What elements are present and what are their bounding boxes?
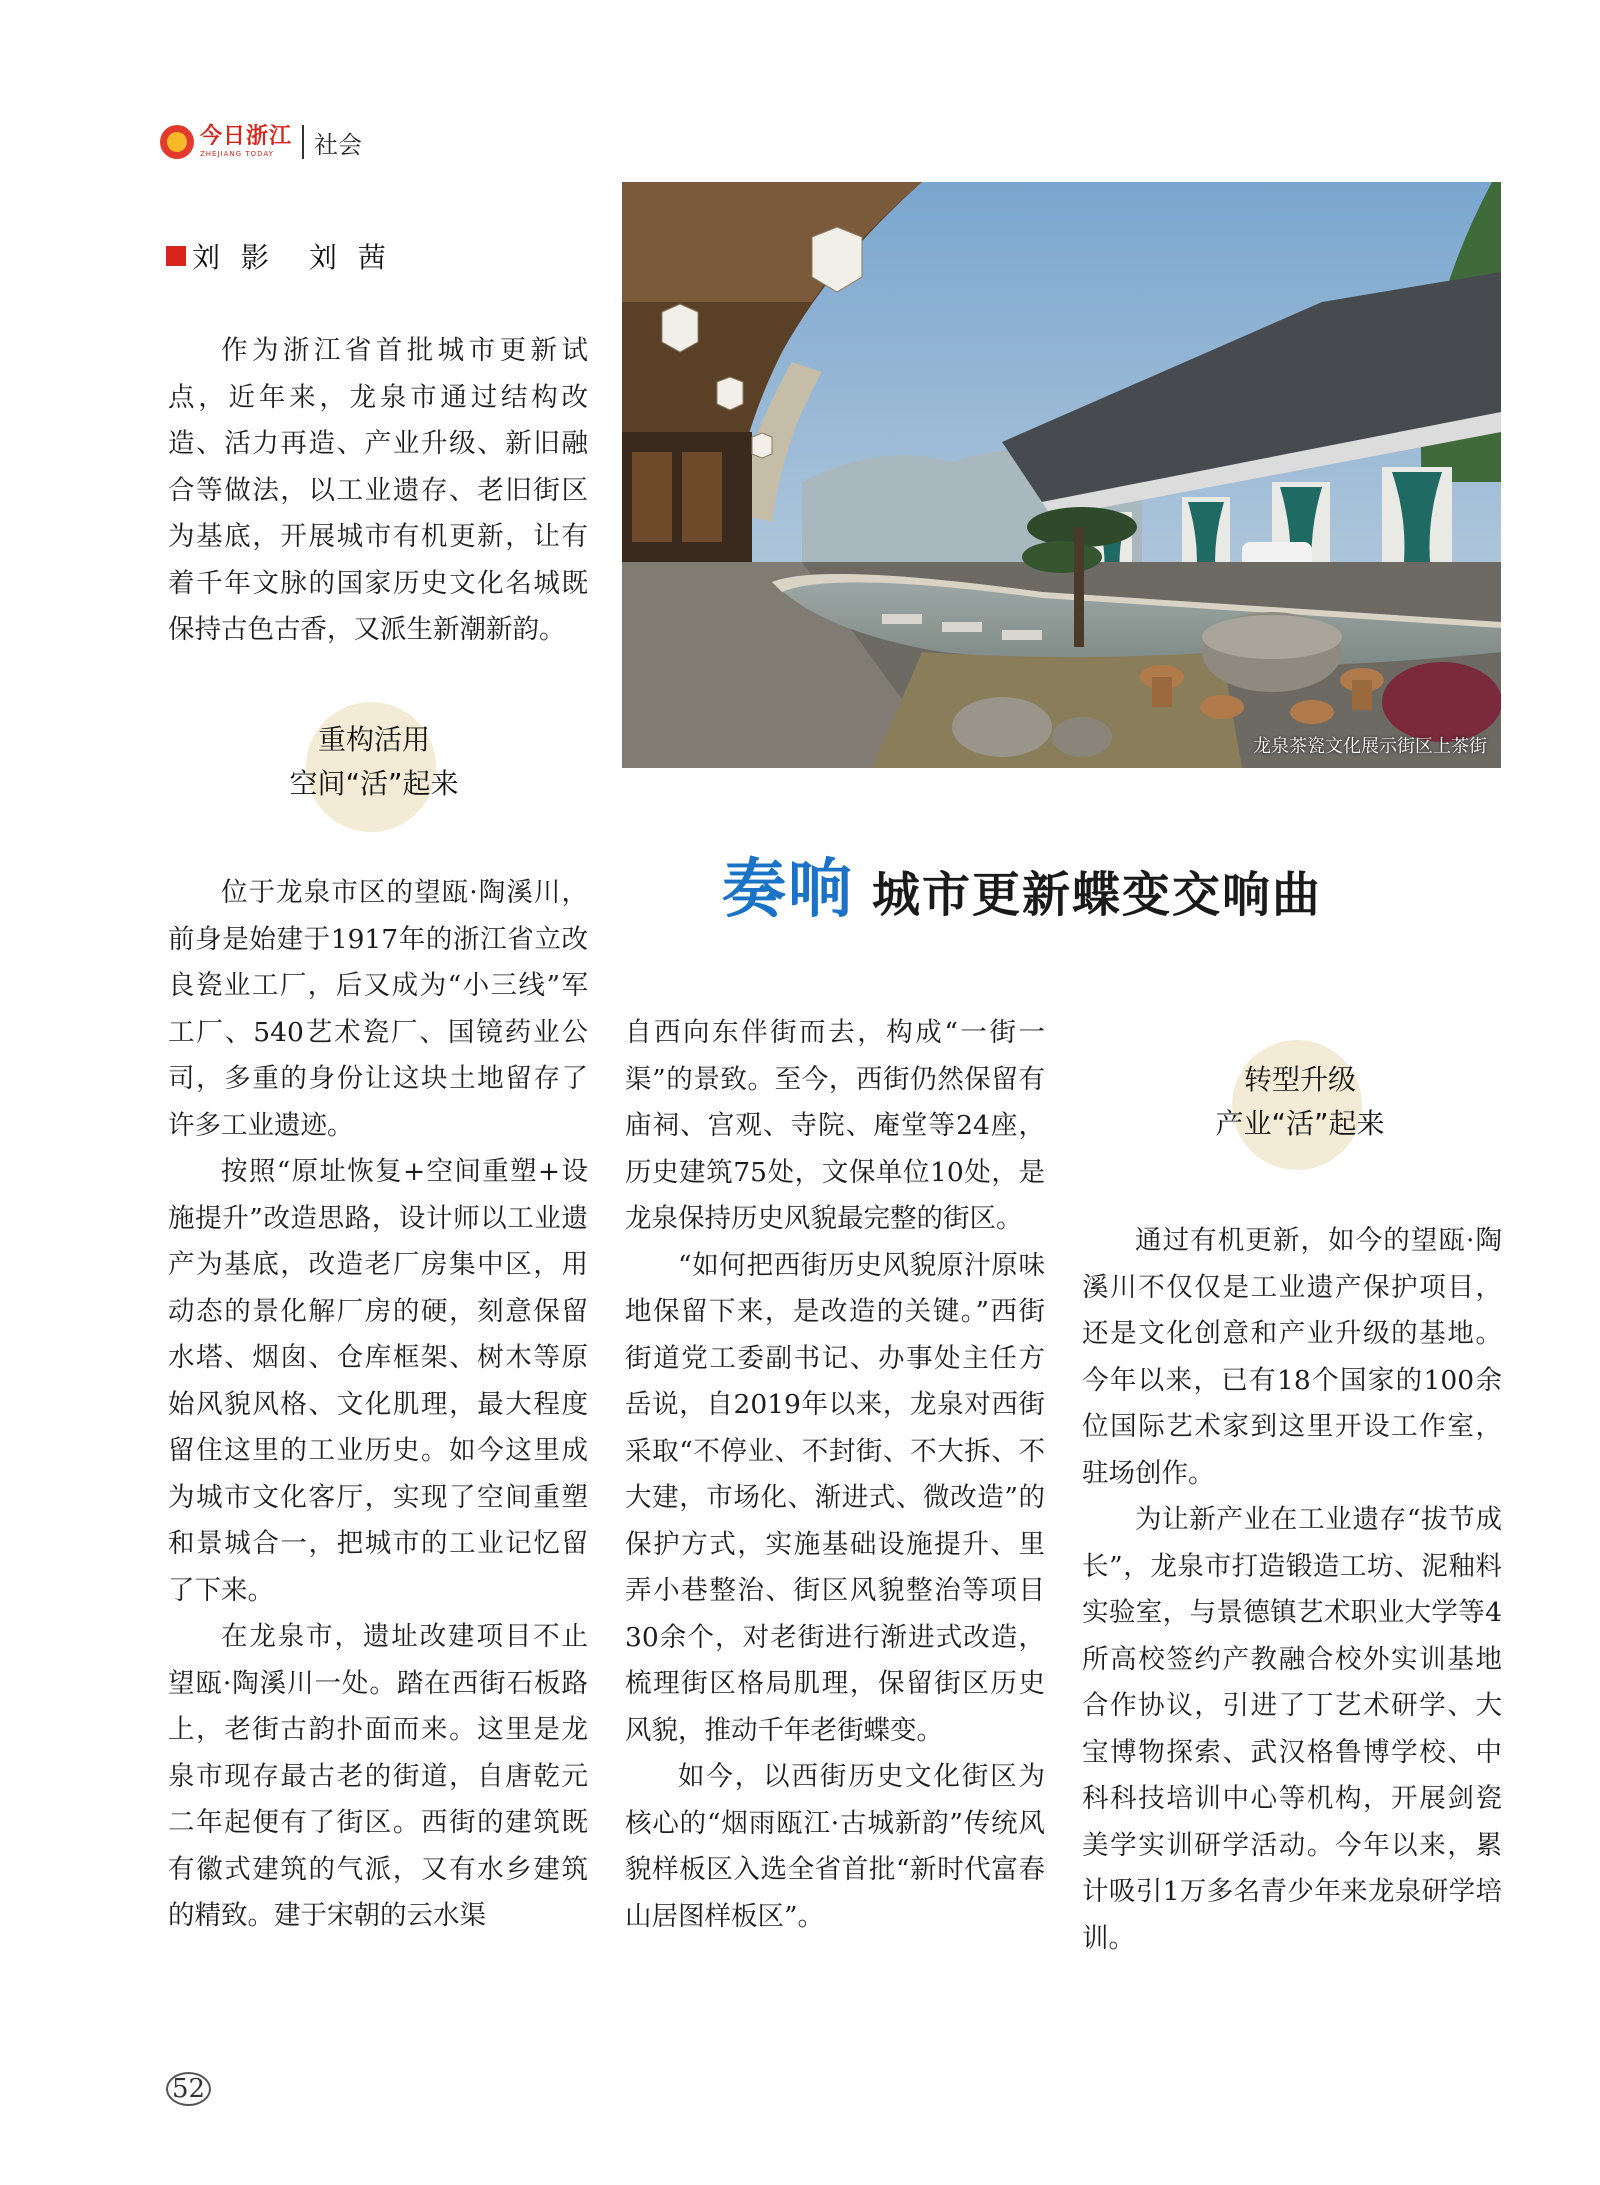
page-number-value: 52	[166, 2072, 211, 2106]
subhead-2	[1150, 1058, 1450, 1146]
col3-paragraph-1: 通过有机更新，如今的望瓯·陶溪川不仅仅是工业遗产保护项目，还是文化创意和产业升级的基地。今年以来，已有18个国家的100余位国际艺术家到这里开设工作室，驻场创作。	[1082, 1225, 1502, 1489]
magazine-logo-icon	[160, 125, 194, 159]
title-highlight: 奏响	[722, 853, 854, 927]
intro-paragraph: 作为浙江省首批城市更新试点，近年来，龙泉市通过结构改造、活力再造、产业升级、新旧融合等做法，以工业遗存、老旧街区为基底，开展城市有机更新，让有着千年文脉的国家历史文化名城既保持古色古香，又派生新潮新韵。	[168, 335, 588, 645]
author-line	[166, 236, 392, 276]
col1-paragraph-3: 在龙泉市，遗址改建项目不止望瓯·陶溪川一处。踏在西街石板路上，老街古韵扑面而来。这里是龙泉市现存最古老的街道，自唐乾元二年起便有了街区。西街的建筑既有徽式建筑的气派，又有水乡建筑的精致。建于宋朝的云水渠	[168, 1621, 588, 1931]
col1-body	[168, 870, 588, 1940]
magazine-header	[160, 118, 362, 166]
col2-paragraph-2: “如何把西街历史风貌原汁原味地保留下来，是改造的关键。”西街街道党工委副书记、办事处主任方岳说，自2019年以来，龙泉对西街采取“不停业、不封街、不大拆、不大建，市场化、渐进式、微改造”的保护方式，实施基础设施提升、里弄小巷整治、街区风貌整治等项目30余个，对老街进行渐进式改造，梳理街区格局肌理，保留街区历史风貌，推动千年老街蝶变。	[625, 1249, 1045, 1746]
subhead-1	[224, 718, 524, 806]
col1-paragraph-2: 按照“原址恢复+空间重塑+设施提升”改造思路，设计师以工业遗产为基底，改造老厂房集中区，用动态的景化解厂房的硬，刻意保留水塔、烟囱、仓库框架、树木等原始风貌风格、文化肌理，最大程度留住这里的工业历史。如今这里成为城市文化客厅，实现了空间重塑和景城合一，把城市的工业记忆留了下来。	[168, 1156, 588, 1606]
red-square-icon	[166, 246, 186, 266]
col3-paragraph-2: 为让新产业在工业遗存“拔节成长”，龙泉市打造锻造工坊、泥釉料实验室，与景德镇艺术职业大学等4所高校签约产教融合校外实训基地合作协议，引进了丁艺术研学、大宝博物探索、武汉格鲁博学校、中科科技培训中心等机构，开展剑瓷美学实训研学活动。今年以来，累计吸引1万多名青少年来龙泉研学培训。	[1082, 1504, 1502, 1954]
col1-paragraph-1: 位于龙泉市区的望瓯·陶溪川，前身是始建于1917年的浙江省立改良瓷业工厂，后又成为“小三线”军工厂、540艺术瓷厂、国镜药业公司，多重的身份让这块土地留存了许多工业遗迹。	[168, 877, 588, 1141]
logo-english: ZHEJIANG TODAY	[200, 150, 274, 158]
col2-paragraph-3: 如今，以西街历史文化街区为核心的“烟雨瓯江·古城新韵”传统风貌样板区入选全省首批“新时代富春山居图样板区”。	[625, 1761, 1045, 1932]
subhead-2-line1: 转型升级	[1243, 1063, 1356, 1096]
street-photo	[622, 182, 1501, 768]
title-rest: 城市更新蝶变交响曲	[872, 867, 1323, 924]
section-name: 社会	[314, 130, 363, 159]
col1-intro	[168, 328, 588, 654]
subhead-1-line2: 空间“活”起来	[289, 767, 459, 800]
header-divider	[302, 125, 304, 159]
article-title	[722, 853, 1323, 927]
col3-body	[1082, 1218, 1502, 1962]
subhead-2-line2: 产业“活”起来	[1215, 1107, 1385, 1140]
page-number	[166, 2072, 211, 2106]
tea-street-image	[622, 182, 1501, 768]
col2-body	[625, 1010, 1045, 1940]
photo-caption: 龙泉茶瓷文化展示街区上茶街	[1253, 736, 1487, 757]
subhead-1-line1: 重构活用	[317, 723, 430, 756]
col2-paragraph-1: 自西向东伴街而去，构成“一街一渠”的景致。至今，西街仍然保留有庙祠、宫观、寺院、庵堂等24座，历史建筑75处，文保单位10处，是龙泉保持历史风貌最完整的街区。	[625, 1017, 1045, 1234]
authors: 刘 影 刘 茜	[192, 241, 392, 274]
magazine-logo	[200, 126, 292, 158]
logo-chinese: 今日浙江	[200, 124, 293, 149]
